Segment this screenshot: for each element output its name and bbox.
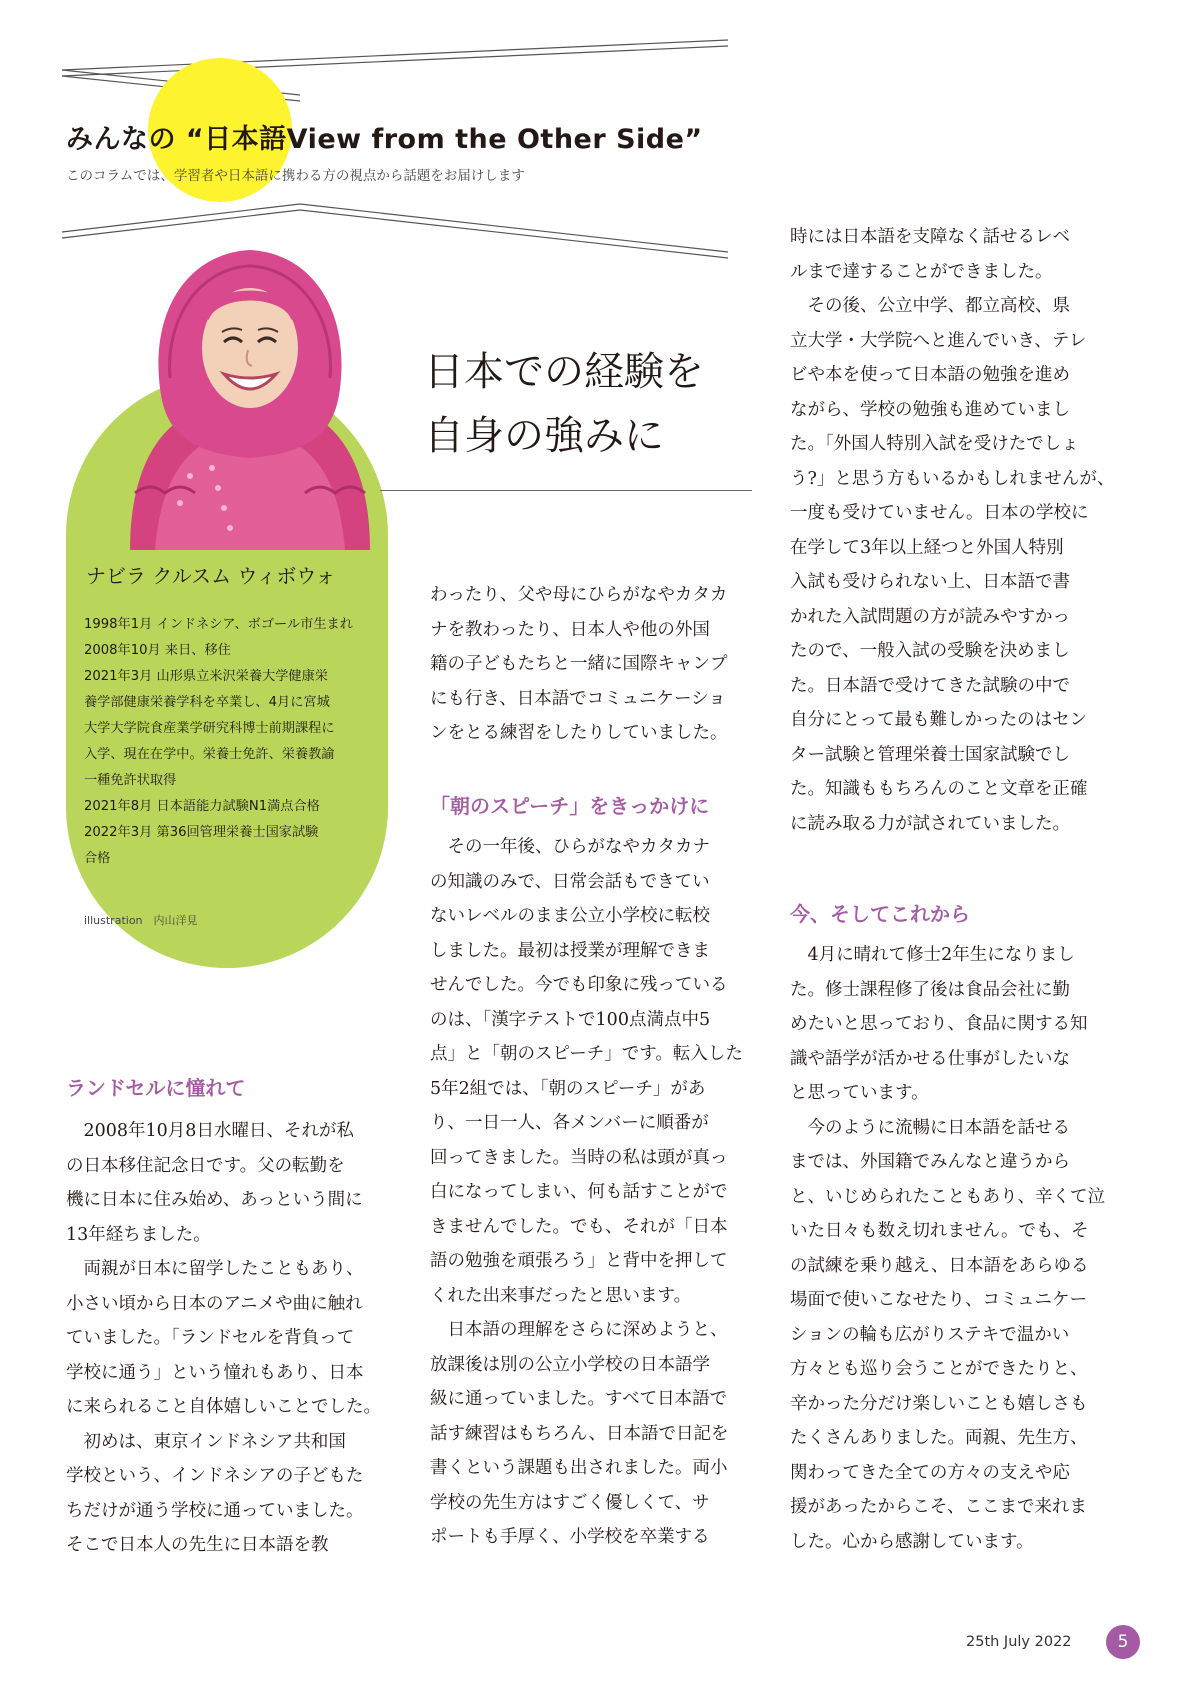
text-line: 自分にとって最も難しかったのはセン bbox=[790, 710, 1088, 730]
issue-date: 25th July 2022 bbox=[966, 1634, 1072, 1650]
text-line: 語の勉強を頑張ろう」と背中を押して bbox=[430, 1251, 728, 1271]
bio-line: 合格 bbox=[84, 851, 111, 866]
text-line: ちだけが通う学校に通っていました。 bbox=[66, 1500, 364, 1521]
text-line: した。心から感謝しています。 bbox=[790, 1531, 1034, 1552]
headline-line-1: 日本での経験を bbox=[424, 349, 704, 395]
bio-line: 一種免許状取得 bbox=[84, 773, 177, 788]
text-line: た。知識ももちろんのこと文章を正確 bbox=[790, 779, 1088, 799]
text-line: た。日本語で受けてきた試験の中で bbox=[790, 675, 1070, 696]
text-line: と思っています。 bbox=[790, 1083, 929, 1103]
bio-line: 2022年3月 第36回管理栄養士国家試験 bbox=[84, 825, 319, 840]
text-line: 方々とも巡り会うことができたりと、 bbox=[790, 1359, 1088, 1379]
text-line: 機に日本に住み始め、あっという間に bbox=[66, 1190, 363, 1210]
text-line: にも行き、日本語でコミュニケーショ bbox=[430, 688, 726, 709]
text-line: ションの輪も広がりステキで温かい bbox=[790, 1324, 1070, 1345]
text-line: 辛かった分だけ楽しいことも嬉しさも bbox=[790, 1393, 1088, 1414]
text-line: 書くという課題も出されました。両小 bbox=[430, 1458, 728, 1478]
text-line: 4月に晴れて修士2年生になりまし bbox=[790, 945, 1075, 965]
text-line: ンをとる練習をしたりしていました。 bbox=[430, 723, 728, 743]
text-line: 場面で使いこなせたり、コミュニケー bbox=[790, 1290, 1088, 1310]
section-heading-randoseru: ランドセルに憧れて bbox=[66, 1076, 246, 1100]
text-line: 学校に通う」という憧れもあり、日本 bbox=[66, 1362, 364, 1383]
bio-line: 2021年3月 山形県立米沢栄養大学健康栄 bbox=[84, 669, 328, 684]
text-line: 白になってしまい、何も話すことがで bbox=[430, 1182, 728, 1202]
text-line: 13年経ちました。 bbox=[66, 1224, 211, 1245]
page-number: 5 bbox=[1106, 1625, 1140, 1659]
text-line: 日本語の理解をさらに深めようと、 bbox=[430, 1320, 728, 1340]
text-line: り、一日一人、各メンバーに順番が bbox=[430, 1113, 709, 1133]
text-line: ナを教わったり、日本人や他の外国 bbox=[430, 619, 710, 640]
text-line: の知識のみで、日常会話もできてい bbox=[430, 871, 710, 892]
article-column-3-top bbox=[790, 220, 1120, 841]
text-line: 学校の先生方はすごく優しくて、サ bbox=[430, 1492, 710, 1513]
text-line: 2008年10月8日水曜日、それが私 bbox=[66, 1121, 354, 1141]
text-line: 話す練習はもちろん、日本語で日記を bbox=[430, 1423, 729, 1444]
text-line: ながら、学校の勉強も進めていまし bbox=[790, 399, 1070, 420]
text-line: かれた入試問題の方が読みやすかっ bbox=[790, 606, 1070, 627]
text-line: 関わってきた全ての方々の支えや応 bbox=[790, 1462, 1070, 1483]
text-line: 識や語学が活かせる仕事がしたいな bbox=[790, 1048, 1070, 1069]
text-line: 在学して3年以上経つと外国人特別 bbox=[790, 537, 1064, 558]
article-column-2-top bbox=[430, 578, 760, 751]
text-line: 回ってきました。当時の私は頭が真っ bbox=[430, 1147, 728, 1168]
text-line: いた日々も数え切れません。でも、そ bbox=[790, 1221, 1089, 1241]
headline-divider bbox=[380, 490, 752, 491]
text-line: 5年2組では、「朝のスピーチ」があ bbox=[430, 1078, 706, 1099]
text-line: くれた出来事だったと思います。 bbox=[430, 1285, 692, 1306]
text-line: 級に通っていました。すべて日本語で bbox=[430, 1389, 728, 1409]
text-line: 籍の子どもたちと一緒に国際キャンプ bbox=[430, 654, 728, 674]
column-title: みんなの “日本語View from the Other Side” bbox=[66, 124, 703, 155]
text-line: に来られること自体嬉しいことでした。 bbox=[66, 1397, 381, 1417]
headline-line-2: 自身の強みに bbox=[424, 413, 664, 459]
text-line: ター試験と管理栄養士国家試験でし bbox=[790, 744, 1070, 765]
text-line: たので、一般入試の受験を決めまし bbox=[790, 641, 1070, 661]
text-line: たくさんありました。両親、先生方、 bbox=[790, 1428, 1088, 1448]
text-line: 立大学・大学院へと進んでいき、テレ bbox=[790, 330, 1087, 351]
text-line: に読み取る力が試されていました。 bbox=[790, 813, 1070, 834]
text-line: ないレベルのまま公立小学校に転校 bbox=[430, 906, 710, 926]
text-line: 小さい頃から日本のアニメや曲に触れ bbox=[66, 1293, 363, 1314]
text-line: た。修士課程修了後は食品会社に勤 bbox=[790, 979, 1070, 1000]
text-line: と、いじめられたこともあり、辛くて泣 bbox=[790, 1186, 1105, 1207]
bio-line: 1998年1月 インドネシア、ボゴール市生まれ bbox=[84, 617, 353, 632]
text-line: 今のように流暢に日本語を話せる bbox=[790, 1117, 1070, 1138]
bio-line: 大学大学院食産業学研究科博士前期課程に bbox=[84, 721, 335, 736]
text-line: の試練を乗り越え、日本語をあらゆる bbox=[790, 1255, 1089, 1276]
text-line: 学校という、インドネシアの子どもた bbox=[66, 1466, 364, 1486]
text-line: ていました。「ランドセルを背負って bbox=[66, 1328, 355, 1348]
text-line: めたいと思っており、食品に関する知 bbox=[790, 1014, 1088, 1034]
article-column-1 bbox=[66, 1114, 396, 1563]
text-line: きませんでした。でも、それが「日本 bbox=[430, 1216, 728, 1237]
profile-name: ナビラ クルスム ウィボウォ bbox=[86, 564, 336, 588]
bio-line: 入学、現在在学中。栄養士免許、栄養教諭 bbox=[84, 747, 335, 762]
portrait-illustration bbox=[120, 238, 380, 550]
text-line: た。「外国人特別入試を受けたでしょ bbox=[790, 434, 1079, 454]
bio-line: 2021年8月 日本語能力試験N1満点合格 bbox=[84, 799, 320, 814]
section-heading-now-and-future: 今、そしてこれから bbox=[790, 902, 970, 926]
article-column-3 bbox=[790, 938, 1120, 1559]
illustration-credit: illustration 内山洋見 bbox=[84, 914, 198, 927]
column-subtitle: このコラムでは、学習者や日本語に携わる方の視点から話題をお届けします bbox=[66, 168, 525, 184]
text-line: せんでした。今でも印象に残っている bbox=[430, 975, 728, 995]
text-line: 両親が日本に留学したこともあり、 bbox=[66, 1259, 364, 1279]
profile-bio bbox=[84, 612, 382, 872]
text-line: ポートも手厚く、小学校を卒業する bbox=[430, 1527, 710, 1547]
text-line: 一度も受けていません。日本の学校に bbox=[790, 503, 1089, 523]
text-line: ビや本を使って日本語の勉強を進め bbox=[790, 365, 1070, 385]
article-column-2 bbox=[430, 830, 760, 1555]
text-line: う?」と思う方もいるかもしれませんが、 bbox=[790, 468, 1115, 489]
text-line: しました。最初は授業が理解できま bbox=[430, 940, 710, 961]
text-line: その後、公立中学、都立高校、県 bbox=[790, 296, 1070, 316]
section-heading-morning-speech: 「朝のスピーチ」をきっかけに bbox=[430, 794, 710, 818]
text-line: までは、外国籍でみんなと違うから bbox=[790, 1152, 1070, 1172]
text-line: その一年後、ひらがなやカタカナ bbox=[430, 837, 710, 857]
text-line: ルまで達することができました。 bbox=[790, 261, 1053, 282]
text-line: 援があったからこそ、ここまで来れま bbox=[790, 1497, 1087, 1517]
text-line: のは、「漢字テストで100点満点中5 bbox=[430, 1009, 711, 1030]
article-headline bbox=[424, 340, 704, 468]
text-line: の日本移住記念日です。父の転勤を bbox=[66, 1155, 345, 1176]
text-line: わったり、父や母にひらがなやカタカ bbox=[430, 585, 728, 605]
text-line: 初めは、東京インドネシア共和国 bbox=[66, 1431, 346, 1452]
text-line: 放課後は別の公立小学校の日本語学 bbox=[430, 1354, 710, 1375]
text-line: そこで日本人の先生に日本語を教 bbox=[66, 1535, 329, 1555]
text-line: 時には日本語を支障なく話せるレベ bbox=[790, 227, 1070, 247]
text-line: 入試も受けられない上、日本語で書 bbox=[790, 572, 1070, 592]
bio-line: 養学部健康栄養学科を卒業し、4月に宮城 bbox=[84, 695, 330, 710]
bio-line: 2008年10月 来日、移住 bbox=[84, 643, 231, 658]
text-line: 点」と「朝のスピーチ」です。転入した bbox=[430, 1044, 743, 1064]
